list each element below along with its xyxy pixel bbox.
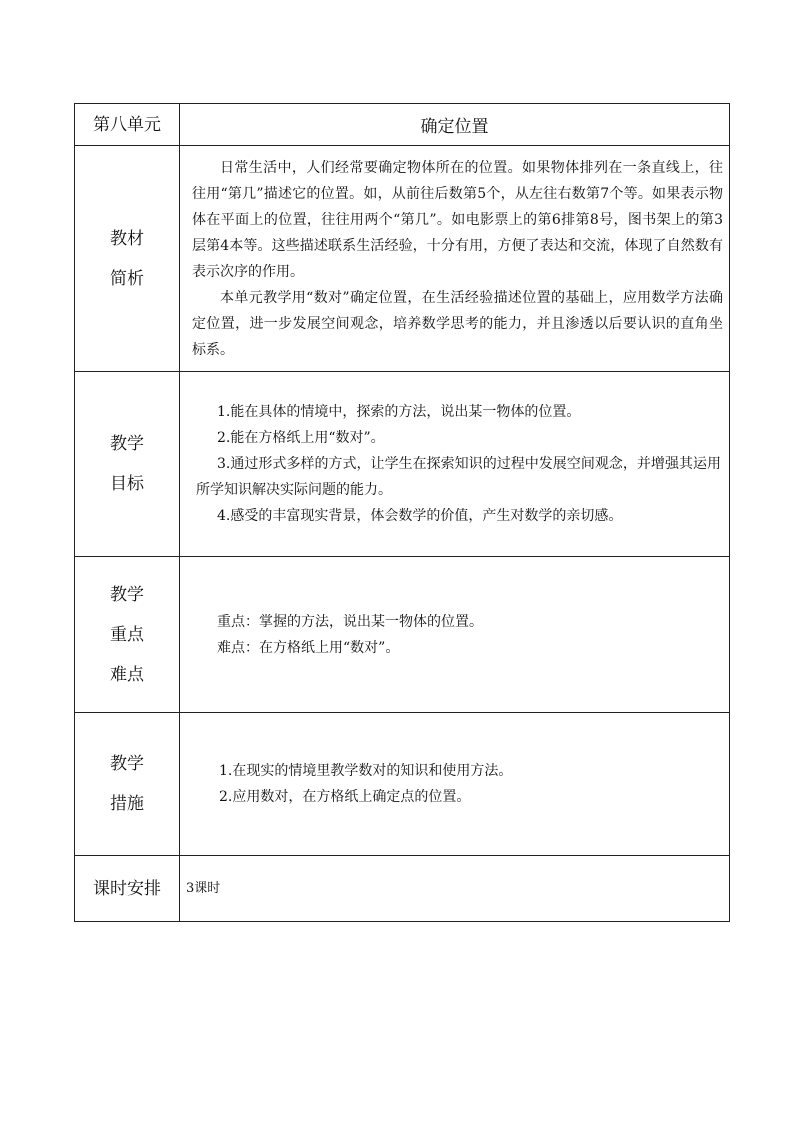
focus-label-line: 教学 (110, 584, 144, 605)
schedule-row (75, 856, 730, 922)
topic-cell: 确定位置 (180, 104, 730, 146)
measure-item: 2.应用数对，在方格纸上确定点的位置。 (219, 789, 471, 805)
analysis-label-line: 简析 (110, 268, 144, 289)
goal-item: 3.通过形式多样的方式，让学生在探索知识的过程中发展空间观念，并增强其运用所学知识解决实际问题的能力。 (196, 456, 721, 498)
goal-item: 2.能在方格纸上用“数对”。 (217, 430, 385, 446)
focus-content (180, 557, 730, 713)
analysis-row (75, 146, 730, 372)
analysis-label-line: 教材 (110, 228, 144, 249)
goals-label (75, 372, 180, 557)
analysis-paragraph: 本单元教学用“数对”确定位置，在生活经验描述位置的基础上，应用数学方法确定位置，进一步发展空间观念，培养数学思考的能力，并且渗透以后要认识的直角坐标系。 (192, 289, 723, 358)
goals-label-line: 目标 (110, 474, 144, 494)
goals-label-line: 教学 (110, 434, 144, 454)
analysis-paragraph: 日常生活中，人们经常要确定物体所在的位置。如果物体排列在一条直线上，往往用“第几”描述它的位置。如，从前往后数第5个，从左往右数第7个等。如果表示物体在平面上的位置，往往用两个“第几”。如电影票上的第6排第8号，图书架上的第3层第4本等。这些描述联系生活经验，十分有用，方便了表达和交流，体现了自然数有表示次序的作用。 (192, 159, 723, 280)
unit-plan-document (74, 103, 730, 922)
focus-row (75, 557, 730, 713)
focus-label-line: 难点 (110, 664, 144, 685)
measures-label-line: 措施 (110, 794, 144, 814)
goals-row (75, 372, 730, 557)
schedule-label: 课时安排 (75, 856, 180, 922)
focus-label (75, 557, 180, 713)
measure-item: 1.在现实的情境里教学数对的知识和使用方法。 (219, 763, 513, 779)
measures-row (75, 713, 730, 856)
schedule-value: 3课时 (180, 856, 730, 922)
analysis-label (75, 146, 180, 372)
analysis-content (180, 146, 730, 372)
unit-cell: 第八单元 (75, 104, 180, 146)
goal-item: 4.感受的丰富现实背景，体会数学的价值，产生对数学的亲切感。 (217, 508, 623, 524)
focus-item: 难点：在方格纸上用“数对”。 (217, 639, 400, 656)
measures-label (75, 713, 180, 856)
measures-label-line: 教学 (110, 754, 144, 774)
focus-item: 重点：掌握的方法，说出某一物体的位置。 (217, 613, 483, 630)
focus-label-line: 重点 (110, 624, 144, 645)
unit-plan-table (74, 103, 730, 922)
measures-content (180, 713, 730, 856)
goals-content (180, 372, 730, 557)
goal-item: 1.能在具体的情境中，探索的方法，说出某一物体的位置。 (217, 404, 581, 420)
header-row (75, 104, 730, 146)
